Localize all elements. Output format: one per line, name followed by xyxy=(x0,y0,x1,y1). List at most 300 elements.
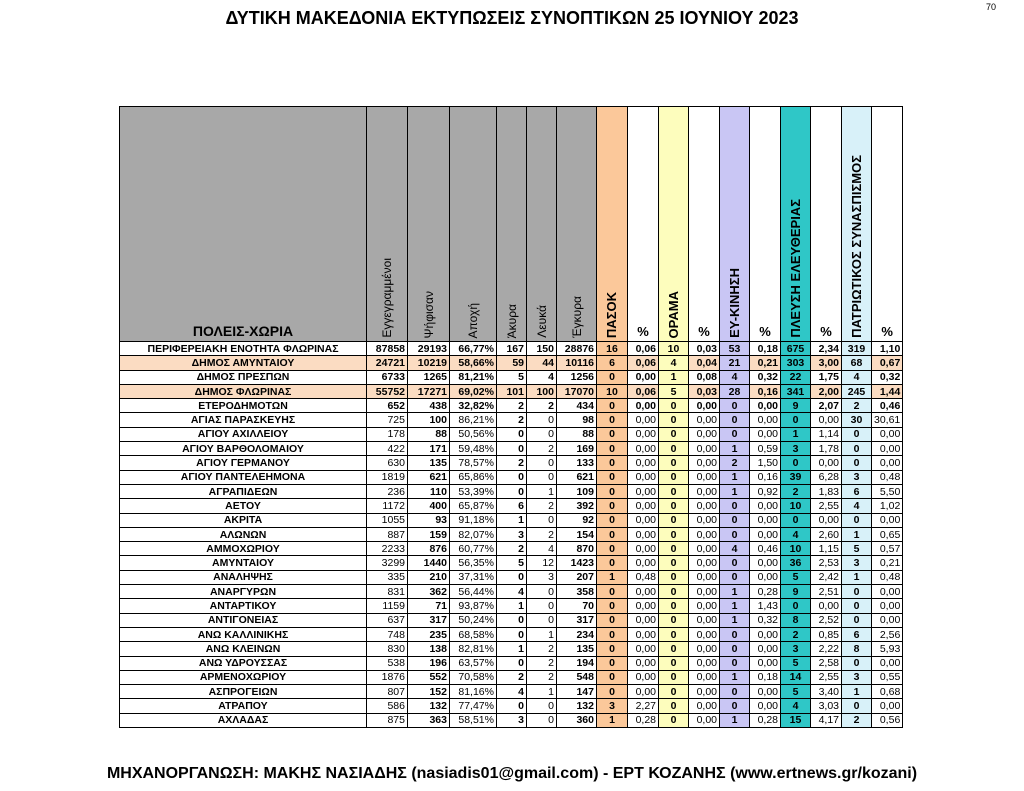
cell-invalid: 0 xyxy=(497,613,527,627)
cell-voted: 196 xyxy=(408,656,450,670)
table-row xyxy=(120,342,903,356)
cell-blank: 150 xyxy=(527,342,557,356)
header-orama-pct: % xyxy=(689,107,720,342)
cell-pasok-votes: 0 xyxy=(597,442,628,456)
table-row xyxy=(120,370,903,384)
cell-place-name: ΑΤΡΑΠΟΥ xyxy=(120,699,367,713)
cell-pasok-pct: 0,00 xyxy=(628,685,659,699)
cell-blank: 2 xyxy=(527,670,557,684)
cell-evkinisi-votes: 4 xyxy=(720,370,750,384)
cell-evkinisi-pct: 0,21 xyxy=(750,356,781,370)
cell-plefsi-votes: 5 xyxy=(781,570,811,584)
cell-place-name: ΑΝΩ ΥΔΡΟΥΣΣΑΣ xyxy=(120,656,367,670)
cell-valid: 10116 xyxy=(557,356,597,370)
table-row xyxy=(120,384,903,398)
cell-pasok-votes: 0 xyxy=(597,542,628,556)
cell-valid: 88 xyxy=(557,427,597,441)
cell-orama-pct: 0,00 xyxy=(689,627,720,641)
cell-pasok-pct: 0,00 xyxy=(628,370,659,384)
cell-patriotikos-pct: 1,10 xyxy=(872,342,903,356)
table-row xyxy=(120,656,903,670)
cell-plefsi-pct: 2,53 xyxy=(811,556,842,570)
cell-registered: 830 xyxy=(367,642,408,656)
cell-patriotikos-pct: 30,61 xyxy=(872,413,903,427)
cell-plefsi-votes: 5 xyxy=(781,685,811,699)
cell-evkinisi-votes: 21 xyxy=(720,356,750,370)
cell-valid: 1256 xyxy=(557,370,597,384)
results-table xyxy=(119,106,903,728)
cell-patriotikos-pct: 0,00 xyxy=(872,585,903,599)
cell-abstention: 82,07% xyxy=(450,527,497,541)
cell-abstention: 69,02% xyxy=(450,384,497,398)
cell-plefsi-votes: 5 xyxy=(781,656,811,670)
cell-voted: 621 xyxy=(408,470,450,484)
cell-pasok-votes: 3 xyxy=(597,699,628,713)
cell-place-name: ΔΗΜΟΣ ΑΜΥΝΤΑΙΟΥ xyxy=(120,356,367,370)
cell-patriotikos-pct: 0,32 xyxy=(872,370,903,384)
cell-invalid: 5 xyxy=(497,370,527,384)
cell-plefsi-votes: 3 xyxy=(781,442,811,456)
cell-orama-votes: 0 xyxy=(659,613,689,627)
cell-blank: 2 xyxy=(527,642,557,656)
cell-plefsi-votes: 0 xyxy=(781,513,811,527)
page-number: 70 xyxy=(985,2,996,12)
cell-pasok-pct: 0,28 xyxy=(628,713,659,727)
cell-voted: 88 xyxy=(408,427,450,441)
cell-abstention: 58,66% xyxy=(450,356,497,370)
cell-evkinisi-pct: 0,00 xyxy=(750,499,781,513)
cell-orama-votes: 0 xyxy=(659,642,689,656)
cell-plefsi-votes: 10 xyxy=(781,542,811,556)
cell-invalid: 0 xyxy=(497,470,527,484)
cell-orama-pct: 0,00 xyxy=(689,599,720,613)
cell-orama-pct: 0,04 xyxy=(689,356,720,370)
cell-registered: 637 xyxy=(367,613,408,627)
cell-plefsi-votes: 2 xyxy=(781,627,811,641)
cell-patriotikos-pct: 0,55 xyxy=(872,670,903,684)
cell-orama-votes: 0 xyxy=(659,470,689,484)
cell-plefsi-pct: 1,78 xyxy=(811,442,842,456)
cell-pasok-votes: 0 xyxy=(597,484,628,498)
cell-blank: 2 xyxy=(527,399,557,413)
cell-valid: 132 xyxy=(557,699,597,713)
cell-evkinisi-pct: 0,59 xyxy=(750,442,781,456)
cell-invalid: 2 xyxy=(497,542,527,556)
cell-evkinisi-pct: 0,92 xyxy=(750,484,781,498)
cell-evkinisi-pct: 0,28 xyxy=(750,713,781,727)
cell-evkinisi-pct: 0,46 xyxy=(750,542,781,556)
cell-orama-votes: 0 xyxy=(659,427,689,441)
cell-abstention: 78,57% xyxy=(450,456,497,470)
cell-pasok-votes: 0 xyxy=(597,613,628,627)
cell-voted: 110 xyxy=(408,484,450,498)
cell-invalid: 167 xyxy=(497,342,527,356)
cell-patriotikos-pct: 0,48 xyxy=(872,570,903,584)
cell-evkinisi-pct: 0,00 xyxy=(750,527,781,541)
cell-plefsi-pct: 1,14 xyxy=(811,427,842,441)
cell-patriotikos-votes: 0 xyxy=(842,585,872,599)
cell-evkinisi-pct: 1,43 xyxy=(750,599,781,613)
cell-patriotikos-votes: 1 xyxy=(842,570,872,584)
cell-orama-pct: 0,00 xyxy=(689,470,720,484)
cell-patriotikos-pct: 0,57 xyxy=(872,542,903,556)
cell-orama-pct: 0,00 xyxy=(689,570,720,584)
header-plefsi: ΠΛΕΥΣΗ ΕΛΕΥΘΕΡΙΑΣ xyxy=(781,107,811,342)
cell-pasok-votes: 0 xyxy=(597,456,628,470)
cell-orama-pct: 0,00 xyxy=(689,699,720,713)
cell-pasok-votes: 0 xyxy=(597,427,628,441)
cell-evkinisi-votes: 0 xyxy=(720,499,750,513)
cell-place-name: ΑΜΜΟΧΩΡΙΟΥ xyxy=(120,542,367,556)
cell-place-name: ΑΓΙΟΥ ΑΧΙΛΛΕΙΟΥ xyxy=(120,427,367,441)
cell-plefsi-pct: 0,00 xyxy=(811,413,842,427)
cell-valid: 70 xyxy=(557,599,597,613)
cell-abstention: 65,86% xyxy=(450,470,497,484)
cell-evkinisi-votes: 0 xyxy=(720,642,750,656)
cell-blank: 0 xyxy=(527,470,557,484)
cell-patriotikos-pct: 0,56 xyxy=(872,713,903,727)
cell-plefsi-pct: 0,00 xyxy=(811,513,842,527)
cell-evkinisi-pct: 0,00 xyxy=(750,427,781,441)
cell-orama-pct: 0,00 xyxy=(689,713,720,727)
cell-orama-votes: 0 xyxy=(659,499,689,513)
cell-voted: 71 xyxy=(408,599,450,613)
cell-registered: 3299 xyxy=(367,556,408,570)
cell-pasok-pct: 0,00 xyxy=(628,556,659,570)
cell-place-name: ΑΝΤΑΡΤΙΚΟΥ xyxy=(120,599,367,613)
cell-plefsi-pct: 2,00 xyxy=(811,384,842,398)
table-row xyxy=(120,399,903,413)
cell-plefsi-pct: 1,15 xyxy=(811,542,842,556)
cell-blank: 1 xyxy=(527,627,557,641)
cell-blank: 1 xyxy=(527,685,557,699)
cell-invalid: 4 xyxy=(497,685,527,699)
cell-pasok-pct: 0,00 xyxy=(628,470,659,484)
cell-registered: 875 xyxy=(367,713,408,727)
cell-pasok-pct: 0,00 xyxy=(628,513,659,527)
cell-orama-pct: 0,00 xyxy=(689,542,720,556)
cell-valid: 28876 xyxy=(557,342,597,356)
cell-plefsi-pct: 2,34 xyxy=(811,342,842,356)
cell-evkinisi-votes: 1 xyxy=(720,670,750,684)
cell-plefsi-votes: 9 xyxy=(781,585,811,599)
cell-abstention: 65,87% xyxy=(450,499,497,513)
cell-pasok-votes: 0 xyxy=(597,585,628,599)
cell-registered: 887 xyxy=(367,527,408,541)
cell-voted: 138 xyxy=(408,642,450,656)
cell-patriotikos-votes: 8 xyxy=(842,642,872,656)
cell-pasok-votes: 0 xyxy=(597,513,628,527)
cell-plefsi-votes: 9 xyxy=(781,399,811,413)
cell-place-name: ΑΝΑΡΓΥΡΩΝ xyxy=(120,585,367,599)
cell-place-name: ΑΕΤΟΥ xyxy=(120,499,367,513)
cell-pasok-votes: 0 xyxy=(597,685,628,699)
cell-evkinisi-pct: 0,16 xyxy=(750,470,781,484)
cell-blank: 2 xyxy=(527,527,557,541)
cell-orama-pct: 0,00 xyxy=(689,685,720,699)
cell-valid: 147 xyxy=(557,685,597,699)
cell-valid: 133 xyxy=(557,456,597,470)
cell-orama-pct: 0,03 xyxy=(689,384,720,398)
cell-invalid: 5 xyxy=(497,556,527,570)
cell-voted: 152 xyxy=(408,685,450,699)
cell-patriotikos-votes: 0 xyxy=(842,656,872,670)
cell-blank: 0 xyxy=(527,699,557,713)
cell-orama-votes: 5 xyxy=(659,384,689,398)
cell-place-name: ΑΓΙΟΥ ΠΑΝΤΕΛΕΗΜΟΝΑ xyxy=(120,470,367,484)
cell-valid: 434 xyxy=(557,399,597,413)
table-row xyxy=(120,627,903,641)
cell-pasok-votes: 0 xyxy=(597,656,628,670)
cell-pasok-pct: 0,00 xyxy=(628,542,659,556)
cell-registered: 1876 xyxy=(367,670,408,684)
cell-abstention: 63,57% xyxy=(450,656,497,670)
cell-abstention: 68,58% xyxy=(450,627,497,641)
cell-plefsi-pct: 2,55 xyxy=(811,499,842,513)
header-orama: ΟΡΑΜΑ xyxy=(659,107,689,342)
cell-plefsi-votes: 4 xyxy=(781,527,811,541)
cell-patriotikos-votes: 0 xyxy=(842,456,872,470)
cell-evkinisi-pct: 0,32 xyxy=(750,370,781,384)
cell-patriotikos-pct: 0,48 xyxy=(872,470,903,484)
header-pasok: ΠΑΣΟΚ xyxy=(597,107,628,342)
cell-evkinisi-pct: 0,00 xyxy=(750,685,781,699)
cell-patriotikos-votes: 319 xyxy=(842,342,872,356)
cell-place-name: ΕΤΕΡΟΔΗΜΟΤΩΝ xyxy=(120,399,367,413)
cell-valid: 358 xyxy=(557,585,597,599)
cell-patriotikos-votes: 6 xyxy=(842,484,872,498)
cell-plefsi-pct: 6,28 xyxy=(811,470,842,484)
cell-plefsi-votes: 4 xyxy=(781,699,811,713)
cell-evkinisi-votes: 0 xyxy=(720,427,750,441)
cell-registered: 55752 xyxy=(367,384,408,398)
table-row xyxy=(120,585,903,599)
cell-valid: 548 xyxy=(557,670,597,684)
cell-voted: 552 xyxy=(408,670,450,684)
cell-orama-pct: 0,00 xyxy=(689,499,720,513)
cell-valid: 169 xyxy=(557,442,597,456)
table-row xyxy=(120,685,903,699)
cell-patriotikos-pct: 0,00 xyxy=(872,427,903,441)
cell-blank: 100 xyxy=(527,384,557,398)
cell-patriotikos-votes: 30 xyxy=(842,413,872,427)
cell-pasok-pct: 0,00 xyxy=(628,499,659,513)
cell-patriotikos-pct: 0,46 xyxy=(872,399,903,413)
cell-evkinisi-votes: 0 xyxy=(720,513,750,527)
cell-valid: 392 xyxy=(557,499,597,513)
cell-blank: 2 xyxy=(527,499,557,513)
cell-abstention: 81,21% xyxy=(450,370,497,384)
cell-evkinisi-pct: 1,50 xyxy=(750,456,781,470)
cell-patriotikos-votes: 6 xyxy=(842,627,872,641)
cell-valid: 154 xyxy=(557,527,597,541)
cell-pasok-pct: 0,48 xyxy=(628,570,659,584)
cell-pasok-pct: 0,06 xyxy=(628,342,659,356)
cell-orama-pct: 0,00 xyxy=(689,613,720,627)
cell-voted: 363 xyxy=(408,713,450,727)
cell-evkinisi-votes: 1 xyxy=(720,713,750,727)
cell-registered: 87858 xyxy=(367,342,408,356)
cell-voted: 29193 xyxy=(408,342,450,356)
cell-plefsi-votes: 0 xyxy=(781,413,811,427)
cell-valid: 109 xyxy=(557,484,597,498)
cell-voted: 1440 xyxy=(408,556,450,570)
cell-valid: 317 xyxy=(557,613,597,627)
cell-invalid: 0 xyxy=(497,627,527,641)
cell-orama-pct: 0,08 xyxy=(689,370,720,384)
cell-orama-pct: 0,00 xyxy=(689,427,720,441)
cell-registered: 178 xyxy=(367,427,408,441)
cell-plefsi-votes: 22 xyxy=(781,370,811,384)
cell-patriotikos-votes: 0 xyxy=(842,699,872,713)
cell-evkinisi-pct: 0,00 xyxy=(750,556,781,570)
cell-plefsi-votes: 0 xyxy=(781,456,811,470)
cell-registered: 538 xyxy=(367,656,408,670)
header-patriotikos: ΠΑΤΡΙΩΤΙΚΟΣ ΣΥΝΑΣΠΙΣΜΟΣ xyxy=(842,107,872,342)
cell-abstention: 56,35% xyxy=(450,556,497,570)
cell-pasok-votes: 0 xyxy=(597,399,628,413)
cell-invalid: 2 xyxy=(497,670,527,684)
cell-patriotikos-votes: 1 xyxy=(842,685,872,699)
cell-pasok-pct: 0,06 xyxy=(628,356,659,370)
cell-patriotikos-votes: 0 xyxy=(842,513,872,527)
cell-blank: 0 xyxy=(527,585,557,599)
cell-place-name: ΔΗΜΟΣ ΦΛΩΡΙΝΑΣ xyxy=(120,384,367,398)
cell-patriotikos-votes: 0 xyxy=(842,442,872,456)
cell-plefsi-votes: 2 xyxy=(781,484,811,498)
footer-credit: ΜΗΧΑΝΟΡΓΑΝΩΣΗ: ΜΑΚΗΣ ΝΑΣΙΑΔΗΣ (nasiadis01@gmail.com) - ΕΡΤ ΚΟΖΑΝΗΣ (www.ertnews.gr/kozani) xyxy=(106,765,918,782)
cell-valid: 17070 xyxy=(557,384,597,398)
cell-plefsi-pct: 3,00 xyxy=(811,356,842,370)
table-row xyxy=(120,570,903,584)
cell-abstention: 56,44% xyxy=(450,585,497,599)
table-row xyxy=(120,456,903,470)
cell-invalid: 0 xyxy=(497,484,527,498)
cell-evkinisi-votes: 1 xyxy=(720,442,750,456)
cell-evkinisi-votes: 0 xyxy=(720,685,750,699)
cell-blank: 0 xyxy=(527,513,557,527)
cell-pasok-votes: 0 xyxy=(597,499,628,513)
cell-plefsi-votes: 36 xyxy=(781,556,811,570)
cell-orama-pct: 0,00 xyxy=(689,513,720,527)
cell-orama-votes: 0 xyxy=(659,670,689,684)
cell-valid: 92 xyxy=(557,513,597,527)
cell-orama-pct: 0,00 xyxy=(689,442,720,456)
cell-evkinisi-votes: 4 xyxy=(720,542,750,556)
cell-place-name: ΑΝΤΙΓΟΝΕΙΑΣ xyxy=(120,613,367,627)
table-row xyxy=(120,670,903,684)
cell-voted: 132 xyxy=(408,699,450,713)
cell-pasok-pct: 0,00 xyxy=(628,670,659,684)
table-row xyxy=(120,442,903,456)
cell-evkinisi-votes: 28 xyxy=(720,384,750,398)
cell-invalid: 1 xyxy=(497,513,527,527)
table-row xyxy=(120,499,903,513)
cell-orama-votes: 0 xyxy=(659,456,689,470)
cell-patriotikos-votes: 3 xyxy=(842,470,872,484)
cell-plefsi-votes: 303 xyxy=(781,356,811,370)
cell-orama-votes: 0 xyxy=(659,484,689,498)
cell-evkinisi-votes: 2 xyxy=(720,456,750,470)
cell-plefsi-pct: 2,55 xyxy=(811,670,842,684)
cell-patriotikos-votes: 0 xyxy=(842,613,872,627)
cell-orama-pct: 0,00 xyxy=(689,484,720,498)
cell-voted: 210 xyxy=(408,570,450,584)
cell-plefsi-votes: 39 xyxy=(781,470,811,484)
results-body xyxy=(120,342,903,728)
cell-registered: 335 xyxy=(367,570,408,584)
cell-plefsi-votes: 1 xyxy=(781,427,811,441)
cell-place-name: ΑΣΠΡΟΓΕΙΩΝ xyxy=(120,685,367,699)
cell-place-name: ΑΝΑΛΗΨΗΣ xyxy=(120,570,367,584)
cell-invalid: 2 xyxy=(497,456,527,470)
cell-orama-pct: 0,00 xyxy=(689,656,720,670)
header-abstention: Αποχή xyxy=(450,107,497,342)
cell-evkinisi-votes: 53 xyxy=(720,342,750,356)
cell-invalid: 0 xyxy=(497,656,527,670)
cell-blank: 3 xyxy=(527,570,557,584)
cell-pasok-pct: 0,00 xyxy=(628,642,659,656)
cell-blank: 0 xyxy=(527,713,557,727)
cell-orama-votes: 0 xyxy=(659,542,689,556)
cell-pasok-pct: 0,00 xyxy=(628,442,659,456)
cell-blank: 0 xyxy=(527,456,557,470)
cell-registered: 2233 xyxy=(367,542,408,556)
cell-patriotikos-pct: 0,00 xyxy=(872,456,903,470)
cell-evkinisi-pct: 0,00 xyxy=(750,627,781,641)
cell-place-name: ΑΝΩ ΚΛΕΙΝΩΝ xyxy=(120,642,367,656)
table-row xyxy=(120,513,903,527)
cell-patriotikos-pct: 0,21 xyxy=(872,556,903,570)
cell-invalid: 1 xyxy=(497,642,527,656)
cell-orama-votes: 0 xyxy=(659,585,689,599)
cell-valid: 194 xyxy=(557,656,597,670)
cell-plefsi-pct: 1,75 xyxy=(811,370,842,384)
cell-plefsi-pct: 0,85 xyxy=(811,627,842,641)
cell-plefsi-pct: 2,22 xyxy=(811,642,842,656)
cell-pasok-votes: 0 xyxy=(597,599,628,613)
cell-invalid: 2 xyxy=(497,413,527,427)
cell-orama-votes: 0 xyxy=(659,599,689,613)
cell-patriotikos-votes: 4 xyxy=(842,499,872,513)
cell-voted: 362 xyxy=(408,585,450,599)
cell-voted: 438 xyxy=(408,399,450,413)
cell-plefsi-votes: 15 xyxy=(781,713,811,727)
cell-place-name: ΑΓΙΟΥ ΓΕΡΜΑΝΟΥ xyxy=(120,456,367,470)
cell-pasok-pct: 0,00 xyxy=(628,613,659,627)
cell-invalid: 2 xyxy=(497,399,527,413)
cell-orama-votes: 0 xyxy=(659,699,689,713)
cell-pasok-pct: 0,00 xyxy=(628,413,659,427)
cell-abstention: 70,58% xyxy=(450,670,497,684)
cell-voted: 400 xyxy=(408,499,450,513)
cell-patriotikos-pct: 0,00 xyxy=(872,656,903,670)
header-blank: Λευκά xyxy=(527,107,557,342)
cell-plefsi-votes: 10 xyxy=(781,499,811,513)
cell-abstention: 60,77% xyxy=(450,542,497,556)
cell-patriotikos-pct: 0,00 xyxy=(872,513,903,527)
header-voted: Ψήφισαν xyxy=(408,107,450,342)
cell-abstention: 32,82% xyxy=(450,399,497,413)
cell-evkinisi-votes: 1 xyxy=(720,613,750,627)
cell-place-name: ΑΧΛΑΔΑΣ xyxy=(120,713,367,727)
cell-registered: 1172 xyxy=(367,499,408,513)
cell-orama-pct: 0,00 xyxy=(689,456,720,470)
table-row xyxy=(120,413,903,427)
table-row xyxy=(120,599,903,613)
cell-evkinisi-pct: 0,00 xyxy=(750,656,781,670)
cell-evkinisi-votes: 0 xyxy=(720,570,750,584)
